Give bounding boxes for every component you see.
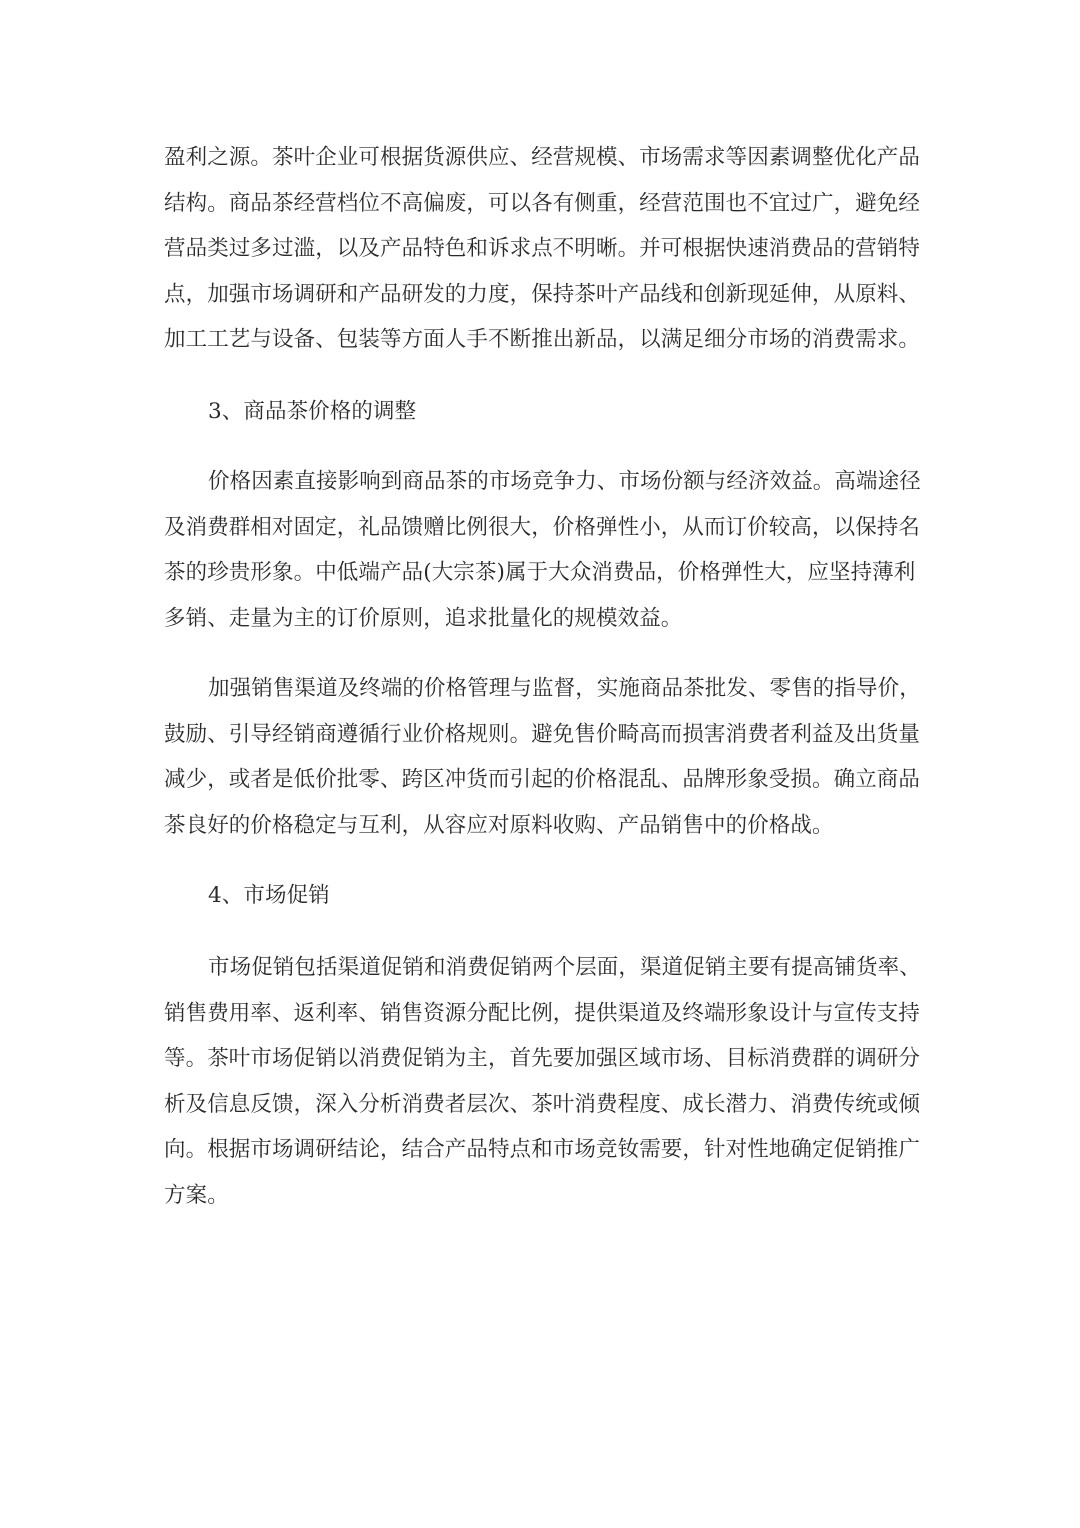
text-line: 结构。商品茶经营档位不高偏废，可以各有侧重，经营范围也不宜过广，避免经 xyxy=(164,190,921,216)
text-line: 价格因素直接影响到商品茶的市场竞争力、市场份额与经济效益。高端途径 xyxy=(208,469,921,494)
text-line: 茶良好的价格稳定与互利，从容应对原料收购、产品销售中的价格战。 xyxy=(164,812,834,838)
paragraph-product-structure xyxy=(164,135,924,363)
text-line: 加工工艺与设备、包装等方面人手不断推出新品，以满足细分市场的消费需求。 xyxy=(164,327,921,352)
text-line: 销售费用率、返利率、销售资源分配比例，提供渠道及终端形象设计与宣传支持 xyxy=(164,1000,921,1026)
text-line: 方案。 xyxy=(164,1182,229,1208)
paragraph-price-management xyxy=(164,666,924,848)
text-line: 析及信息反馈，深入分析消费者层次、茶叶消费程度、成长潜力、消费传统或倾 xyxy=(164,1091,921,1117)
section-heading-market-promotion xyxy=(164,873,924,919)
text-line: 等。茶叶市场促销以消费促销为主，首先要加强区域市场、目标消费群的调研分 xyxy=(164,1046,921,1071)
heading-text: 3、商品茶价格的调整 xyxy=(208,399,417,424)
text-line: 向。根据市场调研结论，结合产品特点和市场竞钕需要，针对性地确定促销推广 xyxy=(164,1137,921,1162)
section-heading-price-adjustment xyxy=(164,389,924,435)
text-line: 茶的珍贵形象。中低端产品(大宗茶)属于大众消费品，价格弹性大，应坚持薄利 xyxy=(164,560,916,585)
text-line: 点，加强市场调研和产品研发的力度，保持茶叶产品线和创新现延伸，从原料、 xyxy=(164,281,921,307)
heading-text: 4、市场促销 xyxy=(208,883,330,908)
text-line: 盈利之源。茶叶企业可根据货源供应、经营规模、市场需求等因素调整优化产品 xyxy=(164,145,921,170)
text-line: 市场促销包括渠道促销和消费促销两个层面，渠道促销主要有提高铺货率、 xyxy=(208,955,921,980)
text-line: 减少，或者是低价批零、跨区冲货而引起的价格混乱、品牌形象受损。确立商品 xyxy=(164,767,921,792)
text-line: 营品类过多过滥，以及产品特色和诉求点不明晰。并可根据快速消费品的营销特 xyxy=(164,236,921,261)
paragraph-market-promotion xyxy=(164,945,924,1218)
text-line: 鼓励、引导经销商遵循行业价格规则。避免售价畸高而损害消费者利益及出货量 xyxy=(164,721,921,747)
text-line: 加强销售渠道及终端的价格管理与监督，实施商品茶批发、零售的指导价， xyxy=(208,676,921,701)
text-line: 及消费群相对固定，礼品馈赠比例很大，价格弹性小，从而订价较高，以保持名 xyxy=(164,514,921,540)
text-line: 多销、走量为主的订价原则，追求批量化的规模效益。 xyxy=(164,605,683,631)
paragraph-price-factors xyxy=(164,459,924,641)
